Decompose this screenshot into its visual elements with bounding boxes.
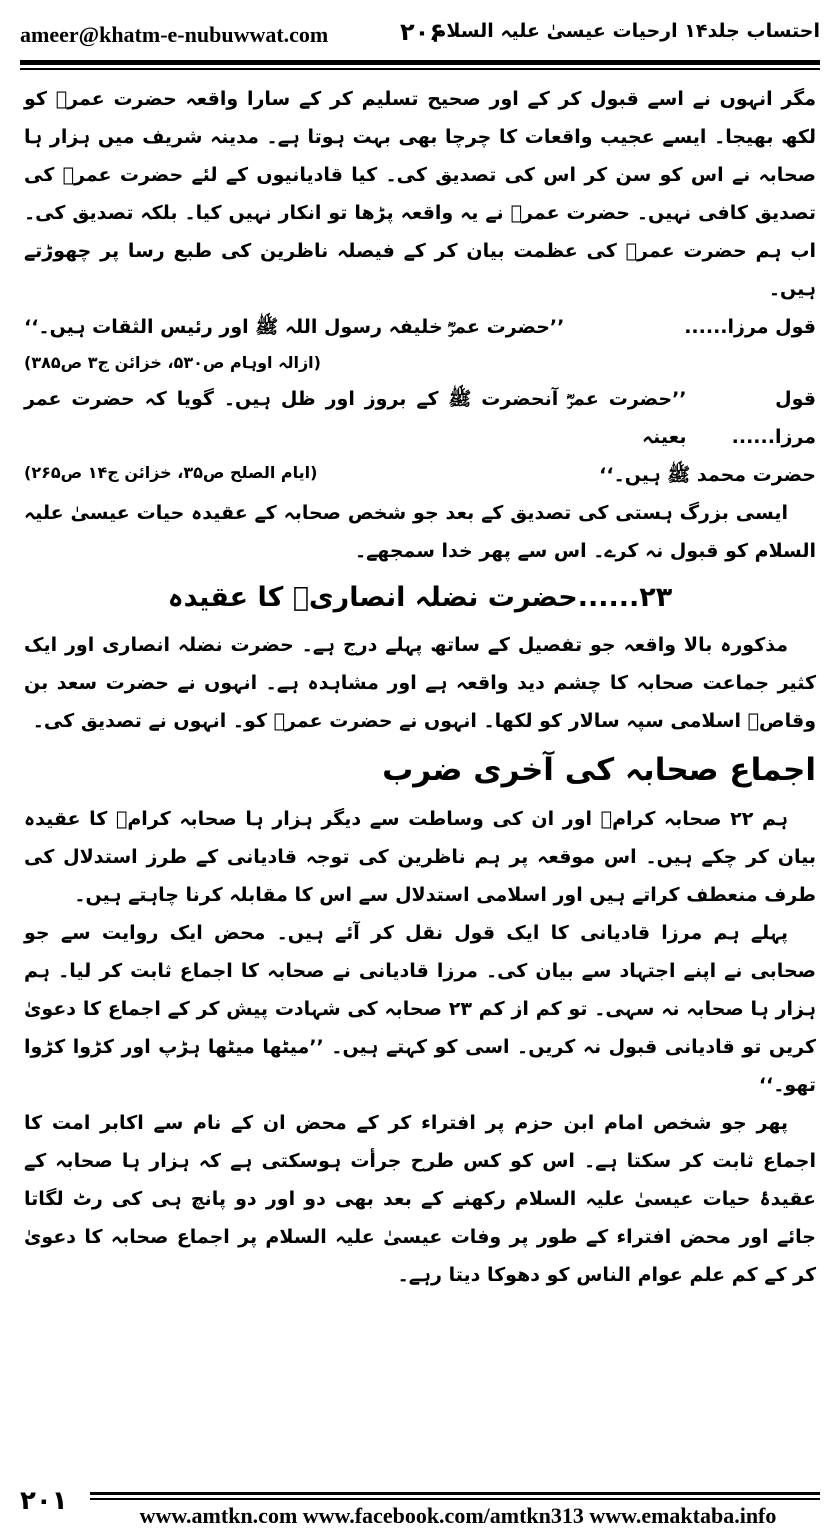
footer-page-number: ۲۰۱ [20,1486,68,1516]
quote-2-label: قول مرزا...... [731,388,816,448]
footer-links[interactable]: www.amtkn.com www.facebook.com/amtkn313 www.emaktaba.info [139,1503,777,1528]
quote-2-text: ’’حضرت عمرؓ آنحضرت ﷺ کے بروز اور ظل ہیں۔ گویا کہ حضرت عمر بعینہ [24,388,687,448]
paragraph-3: مذکورہ بالا واقعہ جو تفصیل کے ساتھ پہلے درج ہے۔ حضرت نضلہ انصاری اور ایک کثیر جماعت صحابہ کا چشم دید واقعہ ہے اور مشاہدہ ہے۔ انہوں نے حضرت سعد بن وقاصؓ اسلامی سپہ سالار کو لکھا۔ انہوں نے حضرت عمرؓ کو۔ انہوں نے تصدیق کی۔ [24,634,816,732]
page-footer [20,1486,820,1530]
header-rule-thin [20,68,820,70]
reference-2: (ایام الصلح ص۳۵، خزائن ج۱۴ ص۲۶۵) [24,463,318,482]
header-email: ameer@khatm-e-nubuwwat.com [20,22,329,47]
heading-ijma-sahaba: اجماع صحابہ کی آخری ضرب [382,752,816,788]
quote-2-continued [24,456,816,494]
header-page-number: ۲۰۶ [400,18,444,46]
header-rule-thick [20,60,820,65]
page-content [24,80,816,1294]
quote-1-text: ’’حضرت عمرؓ خلیفہ رسول اللہ ﷺ اور رئیس الثقات ہیں۔‘‘ [24,316,565,338]
footer-rule-thin [90,1498,820,1500]
reference-1: (ازالہ اوہام ص۵۳۰، خزائن ج۳ ص۳۸۵) [24,353,321,372]
paragraph-5: پہلے ہم مرزا قادیانی کا ایک قول نقل کر آئے ہیں۔ محض ایک روایت سے جو صحابی نے اپنے اجتہاد سے بیان کی۔ مرزا قادیانی نے صحابہ کا اجماع ثابت کر لیا۔ ہم ہزار ہا صحابہ نہ سہی۔ تو کم از کم ۲۳ صحابہ کی شہادت پیش کر کے اجماع کا دعویٰ کریں تو قادیانی قبول نہ کریں۔ اسی کو کہتے ہیں۔ ’’میٹھا میٹھا ہڑپ اور کڑوا کڑوا تھو۔‘‘ [24,922,816,1096]
quote-2 [24,380,816,456]
paragraph-6: پھر جو شخص امام ابن حزم پر افتراء کر کے محض ان کے نام سے اکابر امت کا اجماع ثابت کر سکتا ہے۔ اس کو کس طرح جرأت ہوسکتی ہے کہ ہزار ہا صحابہ کے عقیدۂ حیات عیسیٰ علیہ السلام رکھنے کے بعد بھی دو اور دو پانچ ہی کی رٹ لگاتا جائے اور محض افتراء کے طور پر وفات عیسیٰ علیہ السلام پر اجماع صحابہ کا دعویٰ کر کے کم علم عوام الناس کو دھوکا دیتا رہے۔ [24,1112,816,1286]
footer-rule-thick [90,1492,820,1495]
heading-nazla-ansari: ۲۳......حضرت نضلہ انصاریؓ کا عقیدہ [167,582,673,613]
paragraph-1: مگر انہوں نے اسے قبول کر کے اور صحیح تسلیم کر کے سارا واقعہ حضرت عمرؓ کو لکھ بھیجا۔ ایسے عجیب واقعات کا چرچا بھی بہت ہوتا ہے۔ مدینہ شریف میں ہزار ہا صحابہ نے اس کو سن کر اس کی تصدیق کی۔ کیا قادیانیوں کے لئے حضرت عمرؓ کی تصدیق کافی نہیں۔ حضرت عمرؓ نے یہ واقعہ پڑھا تو انکار نہیں کیا۔ بلکہ تصدیق کی۔ اب ہم حضرت عمرؓ کی عظمت بیان کر کے فیصلہ ناظرین کی طبع رسا پر چھوڑتے ہیں۔ [24,88,816,300]
paragraph-2: ایسی بزرگ ہستی کی تصدیق کے بعد جو شخص صحابہ کے عقیدہ حیات عیسیٰ علیہ السلام کو قبول نہ کرے۔ اس سے پھر خدا سمجھے۔ [24,502,816,562]
paragraph-4: ہم ۲۲ صحابہ کرامؓ اور ان کی وساطت سے دیگر ہزار ہا صحابہ کرامؓ کا عقیدہ بیان کر چکے ہیں۔ اس موقعہ پر ہم ناظرین کی توجہ قادیانی کے طرز استدلال کی طرف منعطف کراتے ہیں اور اسلامی استدلال سے اس کا مقابلہ کرنا چاہتے ہیں۔ [24,808,816,906]
quote-1 [24,308,816,346]
header-title: احتساب جلد۱۴ ارحیات عیسیٰ علیہ السلام [432,20,820,42]
quote-1-label: قول مرزا...... [684,316,816,338]
quote-2-cont: حضرت محمد ﷺ ہیں۔‘‘ [599,464,816,486]
page-header [20,18,820,58]
